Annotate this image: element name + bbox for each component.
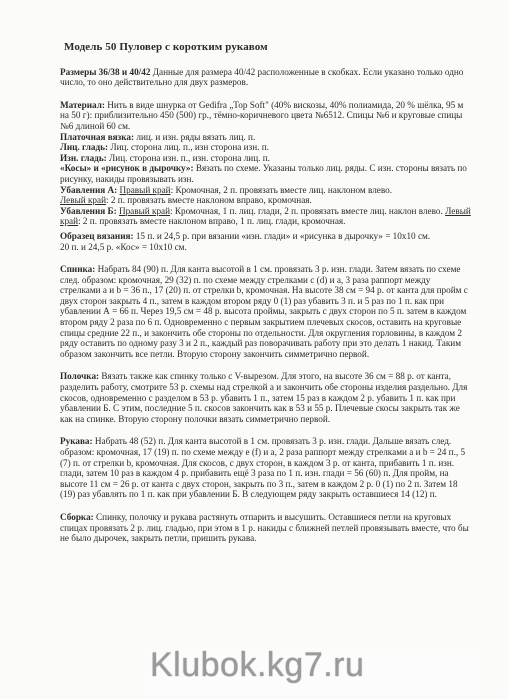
- assembly-text: Спинку, полочку и рукава растянуть отпарить и высушить. Оставшиеся петли на круговых спицах провязать 2 р. лиц. гладью, при этом в 1 р. накиды с ближней петлей провязывать вместе, что бы не было дырочек, закрыть петли, пришить рукава.: [60, 511, 469, 544]
- decrease-a-left-text: : 2 п. провязать вместе наклоном вправо, кромочная.: [106, 195, 312, 206]
- cables-label: «Косы» и «рисунок в дырочку»:: [60, 163, 194, 174]
- garter-text: лиц. и изн. ряды вязать лиц. п.: [134, 131, 256, 142]
- back-paragraph: [60, 264, 472, 359]
- decrease-a-label: Убавления А:: [60, 184, 118, 195]
- back-label: Спинка:: [60, 264, 96, 275]
- material-label: Материал:: [60, 99, 105, 110]
- page-title: Модель 50 Пуловер с коротким рукавом: [64, 41, 268, 53]
- front-label: Полочка:: [60, 371, 100, 382]
- gauge-paragraph: [60, 231, 472, 252]
- sleeves-label: Рукава:: [60, 436, 93, 447]
- front-paragraph: [60, 371, 472, 424]
- sizes-paragraph: [60, 67, 472, 88]
- reverse-text: Лиц. сторона изн. п., изн. сторона лиц. п.: [106, 152, 270, 163]
- stockinette-label: Лиц. гладь:: [60, 142, 109, 153]
- document-content: [60, 42, 472, 544]
- decrease-b-right-label: Правый край: [118, 205, 171, 216]
- decrease-b-label: Убавления Б:: [60, 205, 117, 216]
- gauge-label: Образец вязания:: [60, 230, 134, 241]
- decrease-b-paragraph: [60, 206, 472, 227]
- material-text: Нить в виде шнурка от Gedifra „Top Soft" (40% вискозы, 40% полиамида, 20 % шёлка, 95 м на 50 г): приблизительно 450 (500) гр., тёмно-коричневого цвета №6512. Спицы №6 и круговые спицы №6 длиной 60 см.: [60, 99, 464, 131]
- decrease-a-left-label: Левый край: [60, 195, 107, 206]
- material-paragraph: [60, 100, 472, 132]
- decrease-a-paragraph: [60, 185, 472, 206]
- sleeves-paragraph: [60, 436, 472, 500]
- decrease-b-left-label: Левый край: [60, 205, 471, 227]
- cables-text: Вязать по схеме. Указаны только лиц. ряды. С изн. стороны вязать по рисунку, накиды провязывать изн.: [60, 163, 467, 184]
- sleeves-text: Набрать 48 (52) п. Для канта высотой в 1 см. провязать 3 р. изн. глади. Дальше вязать след. образом: кромочная, 17 (19) п. по схеме между е (f) и а, 2 раза раппорт между стрелками а и b = 24 п., 5 (7) п. от стрелки b, кромочная. Для скосов, с двух сторон, в каждом 3 р. от канта, прибавить 1 п. изн. глади, затем 10 раз в каждом 4 р. прибавить ещё 3 раза по 1 п. изн. глади = 56 (60) п. Для пройм, на высоте 11 см = 26 р. от канта с двух сторон, закрыть по 3 п., затем в каждом 2 р. 0 (1) по 2 п. Затем 18 (19) раз убавлять по 1 п. как при убавлении Б. В следующем ряду закрыть оставшиеся 14 (12) п.: [60, 436, 466, 500]
- gauge-line2: 20 п. и 24,5 р. «Кос» = 10x10 см.: [60, 241, 187, 252]
- decrease-b-left-text: : 2 п. провязать вместе наклоном вправо, 1 п. лиц. глади, кромочная.: [78, 216, 346, 227]
- garter-paragraph: [60, 132, 472, 143]
- reverse-paragraph: [60, 153, 472, 164]
- decrease-a-right-label: Правый край: [119, 184, 171, 195]
- site-watermark: Klubok.kg7.ru: [150, 646, 365, 684]
- decrease-b-right-text: : Кромочная, 1 п. лиц. глади, 2 п. провязать вместе лиц. наклон влево.: [170, 205, 443, 216]
- cables-paragraph: [60, 163, 472, 184]
- gauge-text: 15 п. и 24,5 р. при вязании «изн. глади» и «рисунка в дырочку» = 10x10 см.: [133, 230, 431, 241]
- back-text: Набрать 84 (90) п. Для канта высотой в 1 см. провязать 3 р. изн. глади. Затем вязать по схеме след. образом: кромочная, 29 (32) п. по схеме между стрелками с (d) и а, 3 раза раппорт между стрелками а и b = 36 п., 17 (20) п. от стрелки b, кромочная. На высоте 38 см = 94 р. от канта для пройм с двух сторон закрыть 4 п., затем в каждом втором ряду 0 (1) раз убавить 3 п. и 5 раз по 1 п. как при убавлении А = 66 п. Через 19,5 см = 48 р. высота проймы, закрыть с двух сторон по 5 п. затем в каждом втором ряду 2 раза по 6 п. Одновременно с первым закрытием плечевых скосов, оставить на круговые спицы средние 22 п., и закончить обе стороны по отдельности. Для округления горловины, в каждом 2 ряду оставить по одному разу 3 и 2 п., каждый раз поворачивать работу при это делать 1 накид. Таким образом закончить все петли. Вторую сторону закончить симметрично первой.: [60, 264, 468, 359]
- front-text: Вязать также как спинку только с V-вырезом. Для этого, на высоте 36 см = 88 р. от канта, разделить работу, смотрите 53 р. схемы над стрелкой а и закончить обе стороны изделия раздельно. Для скосов, одновременно с разделом в 53 р. убавить 1 п., затем 15 раз в каждом 2 р. убавить 1 п. как при убавлении Б. С этим, последние 5 п. скосов закончить как в 53 и 55 р. Плечевые скосы закрыть так же как на спинке. Вторую сторону полочки вязать симметрично первой.: [60, 371, 468, 424]
- stockinette-paragraph: [60, 142, 472, 153]
- sizes-label: Размеры 36/38 и 40/42: [60, 66, 151, 77]
- assembly-label: Сборка:: [60, 511, 94, 522]
- decrease-a-right-text: : Кромочная, 2 п. провязать вместе лиц. наклоном влево.: [170, 184, 393, 195]
- sizes-text: Данные для размера 40/42 расположенные в скобках. Если указано только одно число, то оно действительно для двух размеров.: [60, 66, 464, 88]
- reverse-label: Изн. гладь:: [60, 152, 107, 163]
- assembly-paragraph: [60, 512, 472, 544]
- stockinette-text: Лиц. сторона лиц. п., изн сторона изн. п.: [108, 142, 269, 153]
- garter-label: Платочная вязка:: [60, 131, 135, 142]
